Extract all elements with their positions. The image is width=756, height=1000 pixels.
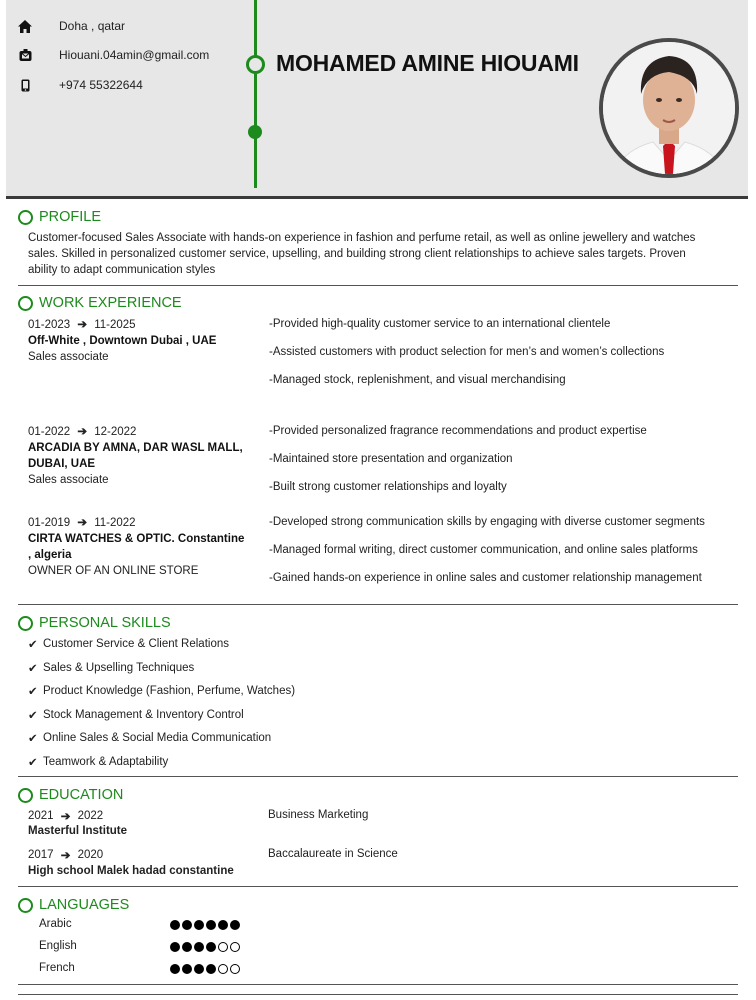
education-dates — [28, 848, 103, 862]
section-divider — [18, 285, 738, 286]
education-start: 2021 — [28, 810, 54, 822]
section-ring-icon — [18, 296, 33, 311]
rating-dot-filled — [194, 964, 204, 974]
section-ring-icon — [18, 898, 33, 913]
section-divider — [18, 984, 738, 985]
job-bullet: -Managed formal writing, direct customer communication, and online sales platforms — [269, 544, 698, 556]
arrow-right-icon: ➔ — [77, 319, 88, 331]
section-title-skills — [18, 615, 171, 631]
education-end: 2020 — [77, 849, 104, 861]
arrow-right-icon: ➔ — [60, 811, 71, 823]
section-ring-icon — [18, 616, 33, 631]
arrow-right-icon: ➔ — [77, 426, 88, 438]
rating-dot-filled — [194, 942, 204, 952]
language-rating — [170, 942, 242, 952]
education-end: 2022 — [77, 810, 104, 822]
job-end: 12-2022 — [94, 426, 137, 438]
education-school: High school Malek hadad constantine — [28, 865, 234, 877]
contact-email — [18, 48, 209, 62]
language-name: English — [39, 940, 77, 952]
language-rating — [170, 964, 242, 974]
rating-dot-filled — [218, 920, 228, 930]
checkmark-icon: ✔ — [28, 710, 38, 722]
profile-summary: Customer-focused Sales Associate with hands-on experience in fashion and perfume retail, as well as online jewellery and watches sales. Skilled in personalized customer service, upselling, and building strong client relationships to achieve sales targets. Proven ability to adapt communication styles — [28, 232, 696, 276]
job-bullet: -Provided personalized fragrance recommendations and product expertise — [269, 425, 647, 437]
contact-phone-text[interactable]: +974 55322644 — [59, 78, 143, 92]
contact-phone — [18, 78, 143, 92]
section-title-text: LANGUAGES — [39, 897, 130, 913]
skill-item — [28, 708, 244, 722]
profile-photo — [599, 38, 739, 178]
contact-location-text: Doha , qatar — [59, 19, 126, 33]
contact-email-text[interactable]: Hiouani.04amin@gmail.com — [59, 48, 210, 62]
timeline-node-open — [246, 55, 265, 74]
job-start: 01-2023 — [28, 319, 71, 331]
rating-dot-filled — [170, 920, 180, 930]
job-dates — [28, 424, 248, 440]
rating-dot-filled — [182, 942, 192, 952]
home-icon — [18, 19, 32, 33]
section-ring-icon — [18, 210, 33, 225]
rating-dot-empty — [218, 942, 228, 952]
skill-item — [28, 731, 271, 745]
job-company: Off-White , Downtown Dubai , UAE — [28, 335, 217, 347]
section-divider — [18, 776, 738, 777]
section-title-text: WORK EXPERIENCE — [39, 295, 182, 311]
section-divider — [18, 604, 738, 605]
contact-location — [18, 19, 125, 33]
language-name: Arabic — [39, 918, 72, 930]
footer-divider — [18, 994, 738, 995]
skill-label: Sales & Upselling Techniques — [43, 662, 195, 674]
rating-dot-empty — [218, 964, 228, 974]
rating-dot-filled — [230, 920, 240, 930]
job-role: Sales associate — [28, 474, 109, 486]
language-name: French — [39, 962, 75, 974]
section-title-work — [18, 295, 182, 311]
section-title-text: PROFILE — [39, 209, 102, 225]
skill-label: Product Knowledge (Fashion, Perfume, Watches) — [43, 685, 296, 697]
education-degree: Baccalaureate in Science — [268, 848, 398, 860]
education-degree: Business Marketing — [268, 809, 369, 821]
job-end: 11-2022 — [94, 517, 136, 529]
checkmark-icon: ✔ — [28, 733, 38, 745]
rating-dot-filled — [206, 942, 216, 952]
job-bullet: -Assisted customers with product selection for men’s and women’s collections — [269, 346, 665, 358]
section-title-education — [18, 787, 123, 803]
email-icon — [18, 48, 32, 62]
job-dates — [28, 317, 248, 333]
job-entry — [28, 515, 248, 579]
skill-label: Online Sales & Social Media Communication — [43, 732, 272, 744]
section-title-text: EDUCATION — [39, 787, 124, 803]
job-company: ARCADIA BY AMNA, DAR WASL MALL, DUBAI, UAE — [28, 442, 243, 470]
job-bullet: -Built strong customer relationships and loyalty — [269, 481, 507, 493]
rating-dot-filled — [206, 920, 216, 930]
education-school: Masterful Institute — [28, 825, 128, 837]
job-start: 01-2019 — [28, 517, 71, 529]
section-title-languages — [18, 897, 129, 913]
checkmark-icon: ✔ — [28, 686, 38, 698]
skill-label: Customer Service & Client Relations — [43, 638, 229, 650]
arrow-right-icon: ➔ — [60, 850, 71, 862]
candidate-name: MOHAMED AMINE HIOUAMI — [276, 50, 579, 76]
section-title-text: PERSONAL SKILLS — [39, 615, 171, 631]
rating-dot-empty — [230, 964, 240, 974]
rating-dot-filled — [170, 964, 180, 974]
arrow-right-icon: ➔ — [77, 517, 88, 529]
rating-dot-filled — [194, 920, 204, 930]
job-entry — [28, 317, 248, 365]
checkmark-icon: ✔ — [28, 663, 38, 675]
rating-dot-filled — [182, 964, 192, 974]
checkmark-icon: ✔ — [28, 757, 38, 769]
rating-dot-filled — [206, 964, 216, 974]
job-dates — [28, 515, 248, 531]
job-role: OWNER OF AN ONLINE STORE — [28, 565, 199, 577]
skill-item — [28, 661, 194, 675]
job-bullet: -Maintained store presentation and organization — [269, 453, 513, 465]
phone-icon — [18, 78, 32, 92]
job-bullet: -Gained hands-on experience in online sales and customer relationship management — [269, 572, 702, 584]
checkmark-icon: ✔ — [28, 639, 38, 651]
rating-dot-empty — [230, 942, 240, 952]
job-end: 11-2025 — [94, 319, 136, 331]
job-bullet: -Provided high-quality customer service to an international clientele — [269, 318, 611, 330]
language-rating — [170, 920, 242, 930]
job-entry — [28, 424, 248, 488]
skill-label: Teamwork & Adaptability — [43, 756, 169, 768]
skill-item — [28, 637, 229, 651]
skill-label: Stock Management & Inventory Control — [43, 709, 244, 721]
timeline-node-filled — [248, 125, 262, 139]
section-title-profile — [18, 209, 101, 225]
education-start: 2017 — [28, 849, 54, 861]
header-divider — [6, 196, 748, 199]
section-ring-icon — [18, 788, 33, 803]
skill-item — [28, 755, 168, 769]
skill-item — [28, 684, 295, 698]
rating-dot-filled — [182, 920, 192, 930]
job-bullet: -Managed stock, replenishment, and visual merchandising — [269, 374, 566, 386]
job-company: CIRTA WATCHES & OPTIC. Constantine , algeria — [28, 533, 245, 561]
education-dates — [28, 809, 103, 823]
job-start: 01-2022 — [28, 426, 71, 438]
timeline-line — [254, 0, 257, 188]
job-bullet: -Developed strong communication skills by engaging with diverse customer segments — [269, 516, 705, 528]
section-divider — [18, 886, 738, 887]
rating-dot-filled — [170, 942, 180, 952]
job-role: Sales associate — [28, 351, 109, 363]
